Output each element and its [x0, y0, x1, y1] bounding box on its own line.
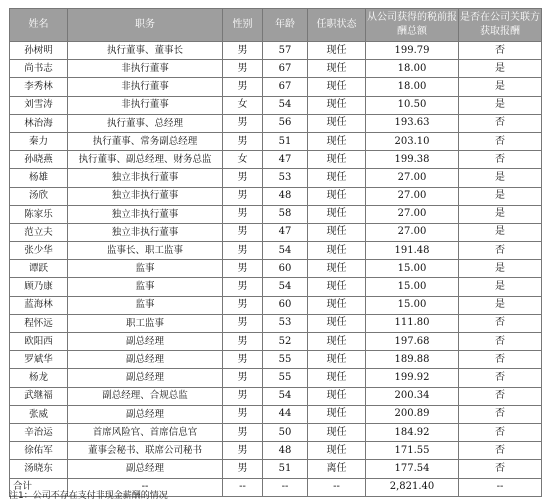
cell-status: 离任 [308, 460, 366, 478]
cell-position: 副总经理、合规总监 [68, 387, 223, 405]
cell-pretax-compensation: 15.00 [366, 278, 459, 296]
cell-related-party-compensation: 否 [459, 42, 542, 60]
cell-pretax-compensation: 197.68 [366, 333, 459, 351]
cell-status: 现任 [308, 442, 366, 460]
table-row [10, 187, 542, 205]
table-row [10, 296, 542, 314]
cell-gender: 男 [223, 132, 263, 150]
header-pretax-compensation: 从公司获得的税前报酬总额 [366, 9, 459, 42]
table-row [10, 405, 542, 423]
compensation-table [9, 8, 542, 497]
cell-related-party-compensation: 是 [459, 96, 542, 114]
cell-pretax-compensation: 199.79 [366, 42, 459, 60]
total-cell-status: -- [308, 478, 366, 496]
cell-related-party-compensation: 是 [459, 278, 542, 296]
cell-age: 47 [263, 223, 308, 241]
table-row [10, 387, 542, 405]
cell-gender: 女 [223, 151, 263, 169]
table-row [10, 132, 542, 150]
cell-position: 监事 [68, 260, 223, 278]
cell-gender: 男 [223, 314, 263, 332]
cell-position: 副总经理 [68, 460, 223, 478]
cell-gender: 男 [223, 114, 263, 132]
cell-status: 现任 [308, 205, 366, 223]
cell-position: 非执行董事 [68, 60, 223, 78]
cell-related-party-compensation: 否 [459, 132, 542, 150]
cell-position: 董事会秘书、联席公司秘书 [68, 442, 223, 460]
cell-related-party-compensation: 否 [459, 369, 542, 387]
cell-status: 现任 [308, 387, 366, 405]
table-row [10, 42, 542, 60]
cell-name: 李秀林 [10, 78, 68, 96]
cell-pretax-compensation: 200.89 [366, 405, 459, 423]
cell-name: 林治海 [10, 114, 68, 132]
cell-position: 监事 [68, 296, 223, 314]
cell-age: 51 [263, 460, 308, 478]
cell-name: 欧阳西 [10, 333, 68, 351]
cell-age: 60 [263, 260, 308, 278]
table-row [10, 260, 542, 278]
cell-pretax-compensation: 193.63 [366, 114, 459, 132]
cell-age: 58 [263, 205, 308, 223]
table-row [10, 278, 542, 296]
cell-status: 现任 [308, 187, 366, 205]
cell-name: 杨龙 [10, 369, 68, 387]
cell-gender: 男 [223, 60, 263, 78]
cell-gender: 男 [223, 351, 263, 369]
cell-pretax-compensation: 15.00 [366, 296, 459, 314]
cell-pretax-compensation: 27.00 [366, 205, 459, 223]
table-row [10, 242, 542, 260]
cell-pretax-compensation: 171.55 [366, 442, 459, 460]
table-body [10, 42, 542, 497]
cell-related-party-compensation: 否 [459, 242, 542, 260]
cell-age: 56 [263, 114, 308, 132]
cell-name: 刘雪涛 [10, 96, 68, 114]
cell-gender: 男 [223, 223, 263, 241]
cell-name: 陈家乐 [10, 205, 68, 223]
cell-name: 张少华 [10, 242, 68, 260]
cell-position: 执行董事、副总经理、财务总监 [68, 151, 223, 169]
cell-status: 现任 [308, 333, 366, 351]
cell-gender: 男 [223, 333, 263, 351]
cell-related-party-compensation: 是 [459, 187, 542, 205]
cell-age: 54 [263, 278, 308, 296]
cell-gender: 男 [223, 260, 263, 278]
cell-name: 尚书志 [10, 60, 68, 78]
cell-status: 现任 [308, 405, 366, 423]
cell-status: 现任 [308, 314, 366, 332]
cell-name: 孙晓燕 [10, 151, 68, 169]
cell-gender: 男 [223, 278, 263, 296]
cell-position: 职工监事 [68, 314, 223, 332]
cell-position: 执行董事、常务副总经理 [68, 132, 223, 150]
cell-position: 执行董事、董事长 [68, 42, 223, 60]
cell-age: 67 [263, 78, 308, 96]
cell-name: 汤欣 [10, 187, 68, 205]
cell-related-party-compensation: 是 [459, 60, 542, 78]
cell-related-party-compensation: 是 [459, 260, 542, 278]
cell-status: 现任 [308, 260, 366, 278]
header-name: 姓名 [10, 9, 68, 42]
cell-pretax-compensation: 27.00 [366, 169, 459, 187]
total-cell-age: -- [263, 478, 308, 496]
footnote: 注1：公司不存在支付非现金薪酬的情况 [9, 491, 168, 501]
cell-status: 现任 [308, 369, 366, 387]
cell-gender: 男 [223, 78, 263, 96]
cell-pretax-compensation: 189.88 [366, 351, 459, 369]
cell-position: 非执行董事 [68, 96, 223, 114]
cell-pretax-compensation: 184.92 [366, 423, 459, 441]
cell-name: 罗斌华 [10, 351, 68, 369]
cell-gender: 男 [223, 460, 263, 478]
table-row [10, 314, 542, 332]
cell-related-party-compensation: 是 [459, 205, 542, 223]
cell-position: 监事 [68, 278, 223, 296]
cell-related-party-compensation: 否 [459, 333, 542, 351]
cell-name: 秦力 [10, 132, 68, 150]
cell-age: 47 [263, 151, 308, 169]
cell-gender: 男 [223, 423, 263, 441]
table-row [10, 223, 542, 241]
cell-status: 现任 [308, 42, 366, 60]
cell-pretax-compensation: 18.00 [366, 60, 459, 78]
cell-name: 蓝海林 [10, 296, 68, 314]
cell-pretax-compensation: 10.50 [366, 96, 459, 114]
cell-status: 现任 [308, 60, 366, 78]
cell-age: 48 [263, 187, 308, 205]
cell-position: 独立非执行董事 [68, 187, 223, 205]
cell-name: 汤晓东 [10, 460, 68, 478]
cell-status: 现任 [308, 296, 366, 314]
cell-name: 谭跃 [10, 260, 68, 278]
table-row [10, 423, 542, 441]
cell-pretax-compensation: 15.00 [366, 260, 459, 278]
compensation-table-container [9, 8, 542, 497]
cell-gender: 男 [223, 387, 263, 405]
cell-age: 57 [263, 42, 308, 60]
cell-age: 55 [263, 369, 308, 387]
total-cell-gender: -- [223, 478, 263, 496]
cell-position: 监事长、职工监事 [68, 242, 223, 260]
cell-gender: 男 [223, 296, 263, 314]
header-position: 职务 [68, 9, 223, 42]
cell-name: 杨雄 [10, 169, 68, 187]
cell-pretax-compensation: 203.10 [366, 132, 459, 150]
cell-gender: 男 [223, 42, 263, 60]
table-row [10, 205, 542, 223]
table-row [10, 78, 542, 96]
cell-related-party-compensation: 是 [459, 296, 542, 314]
cell-related-party-compensation: 否 [459, 460, 542, 478]
cell-position: 副总经理 [68, 369, 223, 387]
cell-name: 范立夫 [10, 223, 68, 241]
cell-status: 现任 [308, 423, 366, 441]
cell-age: 50 [263, 423, 308, 441]
cell-status: 现任 [308, 114, 366, 132]
cell-position: 非执行董事 [68, 78, 223, 96]
cell-name: 辛治运 [10, 423, 68, 441]
cell-age: 54 [263, 242, 308, 260]
cell-pretax-compensation: 191.48 [366, 242, 459, 260]
table-row [10, 169, 542, 187]
cell-name: 孙树明 [10, 42, 68, 60]
cell-related-party-compensation: 否 [459, 423, 542, 441]
cell-age: 51 [263, 132, 308, 150]
cell-status: 现任 [308, 169, 366, 187]
cell-age: 60 [263, 296, 308, 314]
cell-age: 48 [263, 442, 308, 460]
total-cell-position: -- [68, 478, 223, 496]
cell-status: 现任 [308, 278, 366, 296]
cell-name: 张威 [10, 405, 68, 423]
table-row [10, 151, 542, 169]
cell-pretax-compensation: 18.00 [366, 78, 459, 96]
cell-position: 独立非执行董事 [68, 169, 223, 187]
cell-gender: 男 [223, 205, 263, 223]
cell-gender: 男 [223, 242, 263, 260]
cell-gender: 男 [223, 369, 263, 387]
cell-status: 现任 [308, 351, 366, 369]
cell-position: 副总经理 [68, 351, 223, 369]
cell-status: 现任 [308, 132, 366, 150]
cell-gender: 男 [223, 169, 263, 187]
cell-name: 顾乃康 [10, 278, 68, 296]
table-row [10, 460, 542, 478]
cell-age: 67 [263, 60, 308, 78]
header-gender: 性别 [223, 9, 263, 42]
cell-age: 53 [263, 169, 308, 187]
total-cell-pretax-compensation: 2,821.40 [366, 478, 459, 496]
cell-age: 54 [263, 96, 308, 114]
cell-age: 53 [263, 314, 308, 332]
cell-age: 52 [263, 333, 308, 351]
cell-related-party-compensation: 否 [459, 351, 542, 369]
cell-related-party-compensation: 否 [459, 387, 542, 405]
table-row [10, 60, 542, 78]
cell-status: 现任 [308, 242, 366, 260]
cell-age: 54 [263, 387, 308, 405]
cell-gender: 女 [223, 96, 263, 114]
cell-position: 副总经理 [68, 333, 223, 351]
cell-position: 独立非执行董事 [68, 205, 223, 223]
total-label: 合计 [10, 478, 68, 496]
header-status: 任职状态 [308, 9, 366, 42]
cell-name: 武继福 [10, 387, 68, 405]
table-header-row [10, 9, 542, 42]
table-row [10, 114, 542, 132]
header-related-party-compensation: 是否在公司关联方获取报酬 [459, 9, 542, 42]
table-row [10, 351, 542, 369]
cell-status: 现任 [308, 96, 366, 114]
cell-position: 独立非执行董事 [68, 223, 223, 241]
cell-position: 首席风险官、首席信息官 [68, 423, 223, 441]
total-cell-related-party-compensation: -- [459, 478, 542, 496]
cell-status: 现任 [308, 78, 366, 96]
cell-related-party-compensation: 是 [459, 78, 542, 96]
table-row [10, 333, 542, 351]
cell-pretax-compensation: 27.00 [366, 187, 459, 205]
cell-related-party-compensation: 否 [459, 442, 542, 460]
cell-pretax-compensation: 111.80 [366, 314, 459, 332]
cell-related-party-compensation: 否 [459, 314, 542, 332]
cell-gender: 男 [223, 405, 263, 423]
cell-name: 程怀远 [10, 314, 68, 332]
cell-status: 现任 [308, 151, 366, 169]
header-age: 年龄 [263, 9, 308, 42]
table-row [10, 369, 542, 387]
cell-pretax-compensation: 177.54 [366, 460, 459, 478]
cell-related-party-compensation: 是 [459, 169, 542, 187]
table-row [10, 442, 542, 460]
cell-pretax-compensation: 199.92 [366, 369, 459, 387]
cell-pretax-compensation: 200.34 [366, 387, 459, 405]
cell-position: 副总经理 [68, 405, 223, 423]
cell-position: 执行董事、总经理 [68, 114, 223, 132]
cell-gender: 男 [223, 187, 263, 205]
table-row [10, 96, 542, 114]
cell-pretax-compensation: 199.38 [366, 151, 459, 169]
cell-gender: 男 [223, 442, 263, 460]
cell-age: 55 [263, 351, 308, 369]
cell-related-party-compensation: 否 [459, 151, 542, 169]
cell-related-party-compensation: 否 [459, 405, 542, 423]
cell-related-party-compensation: 是 [459, 223, 542, 241]
cell-status: 现任 [308, 223, 366, 241]
cell-name: 徐佑军 [10, 442, 68, 460]
cell-age: 44 [263, 405, 308, 423]
cell-pretax-compensation: 27.00 [366, 223, 459, 241]
cell-related-party-compensation: 否 [459, 114, 542, 132]
